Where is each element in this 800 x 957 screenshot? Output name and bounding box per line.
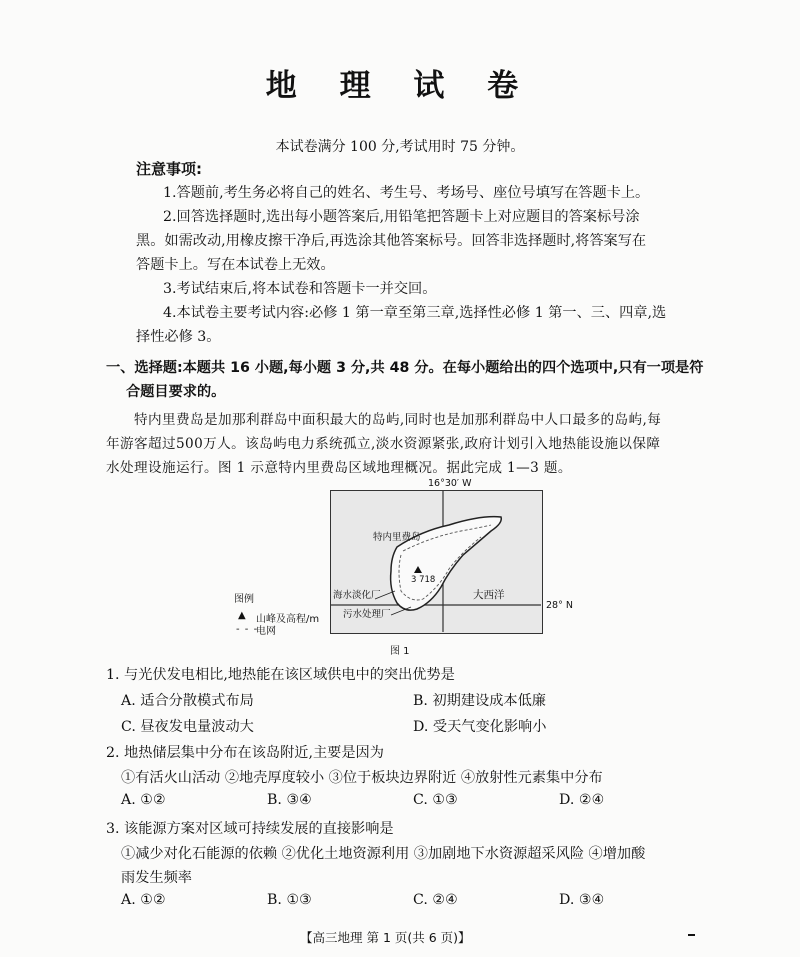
- ocean-label: 大西洋: [473, 589, 505, 601]
- question-2-stem: 2. 地热储层集中分布在该岛附近,主要是因为: [106, 745, 384, 761]
- q1-option-a: A. 适合分散模式布局: [121, 693, 254, 709]
- sewage-plant-label: 污水处理厂: [343, 609, 391, 620]
- latitude-label: 28° N: [546, 600, 573, 611]
- q2-option-a: A. ①②: [121, 792, 166, 808]
- section-heading-cont: 合题目要求的。: [126, 384, 226, 400]
- footer-mark: [688, 934, 695, 936]
- notice-line: 2.回答选择题时,选出每小题答案后,用铅笔把答题卡上对应题目的答案标号涂: [163, 209, 640, 225]
- longitude-label: 16°30′ W: [428, 478, 472, 489]
- notice-line: 4.本试卷主要考试内容:必修 1 第一章至第三章,选择性必修 1 第一、三、四章,选: [163, 305, 667, 321]
- intro-line: 水处理设施运行。图 1 示意特内里费岛区域地理概况。据此完成 1—3 题。: [106, 460, 572, 476]
- q3-option-a: A. ①②: [121, 892, 166, 908]
- notice-line: 1.答题前,考生务必将自己的姓名、考生号、考场号、座位号填写在答题卡上。: [163, 185, 650, 201]
- intro-line: 特内里费岛是加那利群岛中面积最大的岛屿,同时也是加那利群岛中人口最多的岛屿,每: [134, 412, 662, 428]
- notice-line: 3.考试结束后,将本试卷和答题卡一并交回。: [163, 281, 437, 297]
- exam-info: 本试卷满分 100 分,考试用时 75 分钟。: [275, 139, 525, 155]
- notice-line: 黑。如需改动,用橡皮擦干净后,再选涂其他答案标号。回答非选择题时,将答案写在: [136, 233, 647, 249]
- q3-option-b: B. ①③: [267, 892, 312, 908]
- q3-option-d: D. ③④: [559, 892, 605, 908]
- q1-option-b: B. 初期建设成本低廉: [413, 693, 546, 709]
- notice-line: 择性必修 3。: [136, 329, 221, 345]
- q2-option-b: B. ③④: [267, 792, 312, 808]
- page-title: 地 理 试 卷: [265, 68, 535, 104]
- figure-caption: 图 1: [390, 646, 410, 657]
- q3-statements: ①减少对化石能源的依赖 ②优化土地资源利用 ③加剧地下水资源超采风险 ④增加酸: [121, 846, 646, 862]
- q2-option-d: D. ②④: [559, 792, 605, 808]
- island-label: 特内里费岛: [373, 532, 421, 543]
- intro-line: 年游客超过500万人。该岛屿电力系统孤立,淡水资源紧张,政府计划引入地热能设施以保障: [106, 436, 661, 452]
- q1-option-c: C. 昼夜发电量波动大: [121, 719, 254, 735]
- legend-grid-icon: - - -: [236, 624, 259, 635]
- legend-peak-icon: ▲: [238, 610, 246, 621]
- q2-statements: ①有活火山活动 ②地壳厚度较小 ③位于板块边界附近 ④放射性元素集中分布: [121, 770, 603, 786]
- legend-grid-label: 电网: [256, 626, 276, 637]
- peak-elevation: 3 718: [411, 575, 436, 585]
- q1-option-d: D. 受天气变化影响小: [413, 719, 547, 735]
- page-footer: 【高三地理 第 1 页(共 6 页)】: [300, 930, 471, 945]
- notice-heading: 注意事项:: [136, 160, 202, 178]
- q2-option-c: C. ①③: [413, 792, 458, 808]
- notice-line: 答题卡上。写在本试卷上无效。: [136, 257, 335, 273]
- section-heading: 一、选择题:本题共 16 小题,每小题 3 分,共 48 分。在每小题给出的四个选项中,只有一项是符: [106, 360, 704, 376]
- figure-1-map: [330, 490, 543, 634]
- legend-peak-label: 山峰及高程/m: [256, 614, 320, 625]
- legend-title: 图例: [234, 594, 254, 605]
- question-3-stem: 3. 该能源方案对区域可持续发展的直接影响是: [106, 821, 394, 837]
- question-1-stem: 1. 与光伏发电相比,地热能在该区域供电中的突出优势是: [106, 667, 455, 683]
- q3-statements-cont: 雨发生频率: [121, 870, 192, 886]
- q3-option-c: C. ②④: [413, 892, 458, 908]
- desalination-plant-label: 海水淡化厂: [333, 590, 381, 601]
